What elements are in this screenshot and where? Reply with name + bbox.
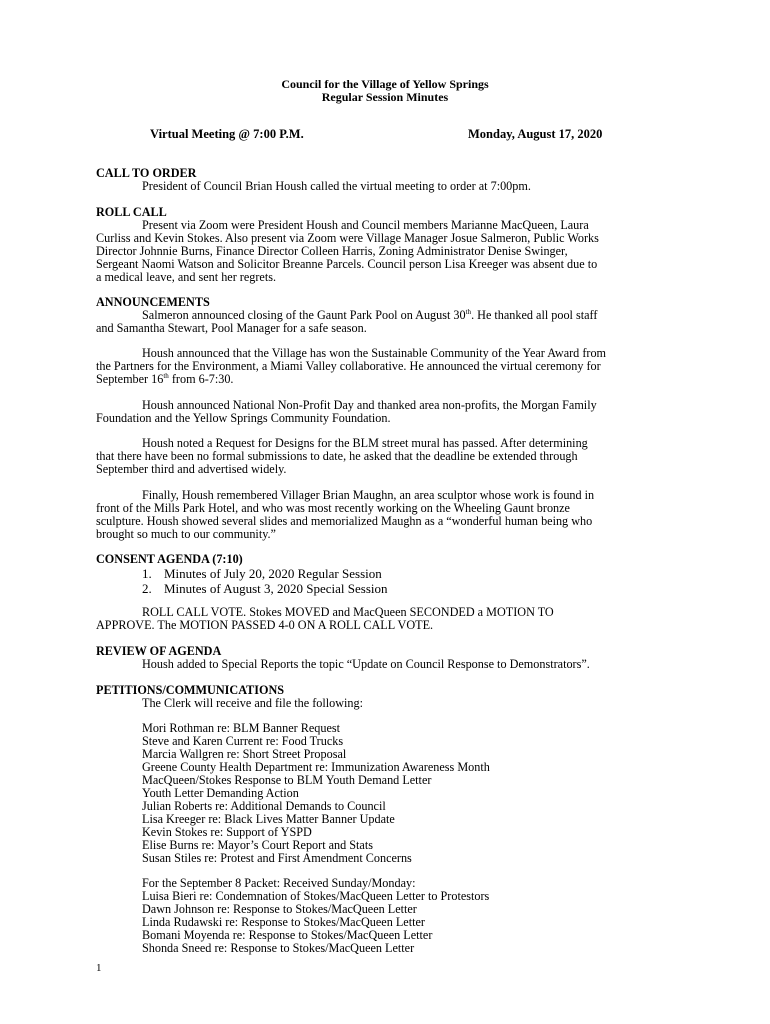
list-item: 2. Minutes of August 3, 2020 Special Session — [142, 581, 388, 596]
text-line: brought so much to our community.” — [96, 527, 276, 541]
list-item: Linda Rudawski re: Response to Stokes/MacQueen Letter — [142, 915, 425, 929]
section-consent-agenda — [96, 553, 676, 596]
section-heading: CALL TO ORDER — [96, 166, 197, 180]
text-line: a medical leave, and sent her regrets. — [96, 270, 277, 284]
list-item: Kevin Stokes re: Support of YSPD — [142, 825, 312, 839]
text-line: APPROVE. The MOTION PASSED 4-0 ON A ROLL CALL VOTE. — [96, 618, 434, 632]
text-line: ROLL CALL VOTE. Stokes MOVED and MacQueen SECONDED a MOTION TO — [142, 605, 554, 619]
document-subtitle: Regular Session Minutes — [321, 90, 449, 104]
list-item: Luisa Bieri re: Condemnation of Stokes/MacQueen Letter to Protestors — [142, 889, 490, 903]
text-line: and Samantha Stewart, Pool Manager for a safe season. — [96, 321, 367, 335]
page-number: 1 — [96, 962, 102, 974]
section-call-to-order — [96, 167, 676, 193]
list-item: Lisa Kreeger re: Black Lives Matter Banner Update — [142, 812, 395, 826]
list-item: Marcia Wallgren re: Short Street Proposal — [142, 747, 347, 761]
list-item: Susan Stiles re: Protest and First Amendment Concerns — [142, 851, 412, 865]
text-line: For the September 8 Packet: Received Sunday/Monday: — [142, 876, 416, 890]
petitions-list — [96, 722, 676, 865]
list-item: 1. Minutes of July 20, 2020 Regular Session — [142, 566, 382, 581]
text-line: that there have been no formal submissions to date, he asked that the deadline be extended through — [96, 449, 578, 463]
text-line: Director Johnnie Burns, Finance Director Colleen Harris, Zoning Administrator Denise Swinger, — [96, 244, 568, 258]
list-item: Dawn Johnson re: Response to Stokes/MacQueen Letter — [142, 902, 417, 916]
paragraph-non-profit-day — [96, 399, 676, 425]
text-line: Housh announced National Non-Profit Day and thanked area non-profits, the Morgan Family — [142, 398, 597, 412]
text-line: Housh added to Special Reports the topic “Update on Council Response to Demonstrators”. — [142, 657, 590, 671]
list-item: Mori Rothman re: BLM Banner Request — [142, 721, 341, 735]
list-item: MacQueen/Stokes Response to BLM Youth Demand Letter — [142, 773, 432, 787]
text-line: Housh announced that the Village has won the Sustainable Community of the Year Award from — [142, 346, 607, 360]
list-item: Steve and Karen Current re: Food Trucks — [142, 734, 344, 748]
paragraph-roll-call-vote — [96, 606, 676, 632]
section-heading: PETITIONS/COMMUNICATIONS — [96, 683, 285, 697]
section-heading: REVIEW OF AGENDA — [96, 644, 222, 658]
section-heading: ANNOUNCEMENTS — [96, 295, 210, 309]
list-item: Greene County Health Department re: Immunization Awareness Month — [142, 760, 490, 774]
list-item: Shonda Sneed re: Response to Stokes/MacQueen Letter — [142, 941, 415, 955]
document-title: Council for the Village of Yellow Springs — [281, 77, 489, 91]
section-roll-call — [96, 206, 676, 284]
text-line: Salmeron announced closing of the Gaunt Park Pool on August 30th. He thanked all pool staff — [142, 307, 598, 322]
text-line: Finally, Housh remembered Villager Brian Maughn, an area sculptor whose work is found in — [142, 488, 595, 502]
section-heading: CONSENT AGENDA (7:10) — [96, 552, 243, 566]
text-line: Foundation and the Yellow Springs Community Foundation. — [96, 411, 391, 425]
text-line: The Clerk will receive and file the following: — [142, 696, 363, 710]
text-line: front of the Mills Park Hotel, and who was most recently working on the Wheeling Gaunt bronze — [96, 501, 570, 515]
section-review-of-agenda — [96, 645, 676, 671]
section-petitions — [96, 684, 676, 710]
text-line: Present via Zoom were President Housh and Council members Marianne MacQueen, Laura — [142, 218, 589, 232]
list-item: Elise Burns re: Mayor’s Court Report and Stats — [142, 838, 373, 852]
paragraph: President of Council Brian Housh called the virtual meeting to order at 7:00pm. — [142, 179, 531, 193]
paragraph-brian-maughn — [96, 489, 676, 541]
meeting-type: Virtual Meeting @ 7:00 P.M. — [150, 127, 304, 141]
text-line: September 16th from 6-7:30. — [96, 371, 234, 386]
text-line: Curliss and Kevin Stokes. Also present via Zoom were Village Manager Josue Salmeron, Public Works — [96, 231, 599, 245]
text-line: the Partners for the Environment, a Miami Valley collaborative. He announced the virtual ceremony for — [96, 359, 601, 373]
text-line: Housh noted a Request for Designs for the BLM street mural has passed. After determining — [142, 436, 588, 450]
text-line: sculpture. Housh showed several slides and memorialized Maughn as a “wonderful human being who — [96, 514, 593, 528]
list-item: Julian Roberts re: Additional Demands to Council — [142, 799, 386, 813]
section-announcements — [96, 296, 676, 335]
paragraph-blm-mural — [96, 437, 676, 476]
text-line: Sergeant Naomi Watson and Solicitor Breanne Parcels. Council person Lisa Kreeger was absent due to — [96, 257, 598, 271]
section-heading: ROLL CALL — [96, 205, 167, 219]
list-item: Youth Letter Demanding Action — [142, 786, 299, 800]
meeting-date: Monday, August 17, 2020 — [468, 127, 603, 141]
paragraph-award — [96, 347, 676, 386]
list-item: Bomani Moyenda re: Response to Stokes/MacQueen Letter — [142, 928, 433, 942]
text-line: September third and advertised widely. — [96, 462, 287, 476]
september-packet-list — [96, 877, 676, 955]
